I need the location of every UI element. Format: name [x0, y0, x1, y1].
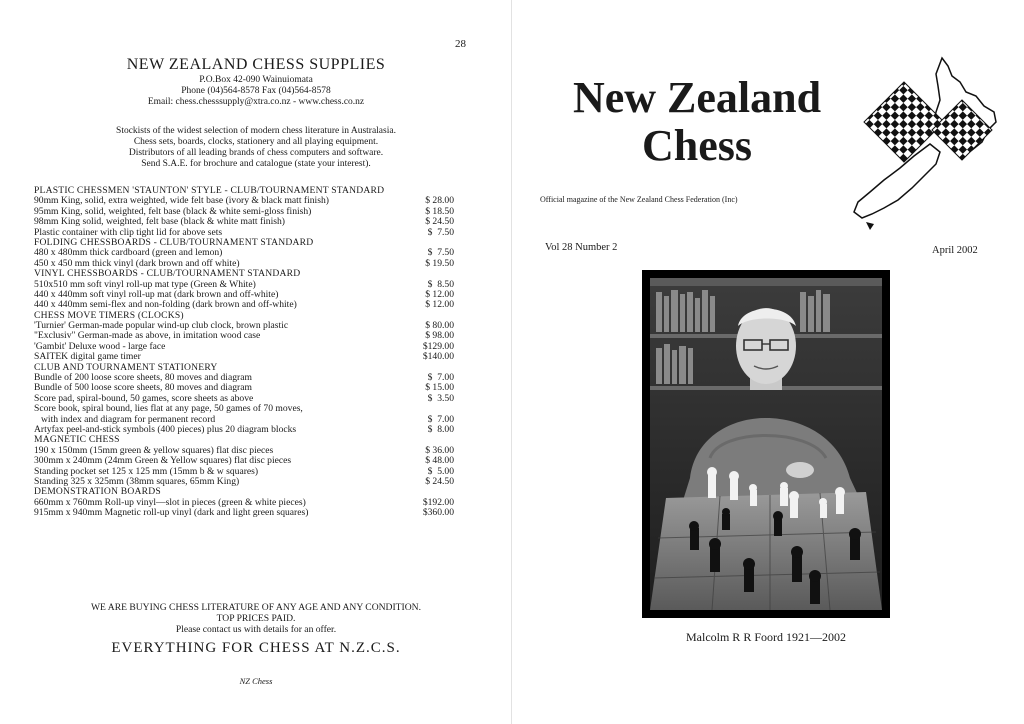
price-list-item — [34, 383, 454, 393]
item-description: 190 x 150mm (15mm green & yellow squares) flat disc pieces — [34, 445, 274, 456]
item-price: $ 36.00 — [425, 444, 454, 456]
item-description: 915mm x 940mm Magnetic roll-up vinyl (dark and light green squares) — [34, 508, 309, 519]
item-description: Standing 325 x 325mm (38mm squares, 65mm King) — [34, 476, 240, 487]
item-description: 'Turnier' German-made popular wind-up club clock, brown plastic — [34, 321, 289, 332]
price-section-heading — [34, 363, 454, 373]
item-description: 'Gambit' Deluxe wood - large face — [34, 341, 166, 352]
item-price: $360.00 — [422, 507, 454, 519]
item-description: 440 x 440mm semi-flex and non-folding (dark brown and off-white) — [34, 300, 297, 311]
contact-block — [0, 75, 512, 108]
buying-notice — [0, 602, 512, 635]
item-price: $ 48.00 — [425, 455, 454, 467]
price-list-item — [34, 290, 454, 300]
page-number: 28 — [455, 38, 466, 50]
shop-title: NEW ZEALAND CHESS SUPPLIES — [126, 56, 386, 73]
item-description: PLASTIC CHESSMEN 'STAUNTON' STYLE - CLUB/TOURNAMENT STANDARD — [34, 186, 385, 196]
price-list-item — [34, 342, 454, 352]
buying-line: WE ARE BUYING CHESS LITERATURE OF ANY AGE AND ANY CONDITION. — [90, 602, 421, 613]
item-description: with index and diagram for permanent record — [41, 414, 216, 425]
item-description: MAGNETIC CHESS — [34, 435, 120, 446]
price-list-item — [34, 373, 454, 383]
price-list-item — [34, 217, 454, 227]
price-list-item — [34, 228, 454, 238]
item-price: $ 24.50 — [425, 475, 454, 487]
title-line: Chess — [641, 121, 753, 170]
price-list-item — [34, 300, 454, 310]
price-list-item — [34, 404, 454, 414]
item-description: 98mm King solid, weighted, felt base (black & white matt finish) — [34, 217, 285, 228]
item-description: 440 x 440mm soft vinyl roll-up mat (dark brown and off-white) — [34, 289, 279, 300]
price-section-heading — [34, 238, 454, 248]
item-description: 300mm x 240mm (24mm Green & Yellow squares) flat disc pieces — [34, 456, 292, 467]
intro-line: Send S.A.E. for brochure and catalogue (state your interest). — [141, 159, 371, 169]
price-list-item — [34, 498, 454, 508]
cover-page — [512, 0, 1024, 724]
item-price: $ 15.00 — [425, 382, 454, 394]
item-description: 660mm x 760mm Roll-up vinyl—slot in pieces (green & white pieces) — [34, 497, 306, 508]
item-price: $192.00 — [422, 496, 454, 508]
price-list-item — [34, 477, 454, 487]
item-description: 90mm King, solid, extra weighted, wide felt base (ivory & black matt finish) — [34, 196, 329, 207]
item-description: 450 x 450 mm thick vinyl (dark brown and off white) — [34, 258, 240, 269]
item-price: $ 80.00 — [425, 320, 454, 332]
price-list — [34, 186, 454, 519]
item-price: $ 8.50 — [427, 278, 454, 290]
price-list-item — [34, 280, 454, 290]
item-price — [410, 269, 454, 279]
item-price: $ 12.00 — [425, 288, 454, 300]
item-price: $ 5.00 — [427, 465, 454, 477]
price-list-item — [34, 394, 454, 404]
price-list-item — [34, 456, 454, 466]
item-description: VINYL CHESSBOARDS - CLUB/TOURNAMENT STANDARD — [34, 269, 301, 280]
item-price: $ 7.50 — [427, 247, 454, 259]
volume-number: Vol 28 Number 2 — [545, 242, 618, 253]
item-description: CHESS MOVE TIMERS (CLOCKS) — [34, 310, 184, 321]
price-list-item — [34, 352, 454, 362]
item-description: 510x510 mm soft vinyl roll-up mat type (Green & White) — [34, 279, 256, 290]
price-list-item — [34, 415, 454, 425]
price-list-item — [34, 467, 454, 477]
item-price: $ 3.50 — [427, 392, 454, 404]
price-list-item — [34, 321, 454, 331]
item-price: $ 7.00 — [427, 413, 454, 425]
price-section-heading — [34, 186, 454, 196]
price-section-heading — [34, 311, 454, 321]
item-price: $ 18.50 — [425, 205, 454, 217]
item-price: $129.00 — [422, 340, 454, 352]
price-section-heading — [34, 269, 454, 279]
item-price: $ 7.00 — [427, 372, 454, 384]
price-list-item — [34, 196, 454, 206]
item-description: Bundle of 200 loose score sheets, 80 moves and diagram — [34, 373, 252, 384]
item-description: FOLDING CHESSBOARDS - CLUB/TOURNAMENT STANDARD — [34, 237, 314, 248]
magazine-title — [532, 74, 862, 170]
slogan: EVERYTHING FOR CHESS AT N.Z.C.S. — [111, 640, 401, 656]
price-section-heading — [34, 487, 454, 497]
price-list-item — [34, 446, 454, 456]
item-price: $ 19.50 — [425, 257, 454, 269]
price-list-item — [34, 508, 454, 518]
item-description: DEMONSTRATION BOARDS — [34, 487, 161, 498]
price-list-item — [34, 331, 454, 341]
item-price: $ 8.00 — [427, 423, 454, 435]
intro-line: Chess sets, boards, clocks, stationery and all playing equipment. — [133, 137, 379, 147]
buying-line: TOP PRICES PAID. — [216, 613, 296, 624]
item-price: $ 24.50 — [425, 216, 454, 228]
item-description: SAITEK digital game timer — [34, 352, 141, 363]
item-description: 95mm King, solid, weighted, felt base (black & white semi-gloss finish) — [34, 206, 312, 217]
item-description: Artyfax peel-and-stick symbols (400 pieces) plus 20 diagram blocks — [34, 424, 297, 435]
price-list-item — [34, 248, 454, 258]
item-price: $140.00 — [422, 351, 454, 363]
price-list-item — [34, 425, 454, 435]
page-footer: NZ Chess — [239, 676, 273, 686]
intro-block — [0, 126, 512, 170]
price-section-heading — [34, 435, 454, 445]
buying-line: Please contact us with details for an offer. — [175, 624, 337, 635]
photo-caption: Malcolm R R Foord 1921—2002 — [685, 630, 846, 644]
title-line: New Zealand — [572, 73, 822, 122]
magazine-subtitle: Official magazine of the New Zealand Chess Federation (Inc) — [540, 195, 738, 204]
item-description: Score pad, spiral-bound, 50 games, score sheets as above — [34, 393, 254, 404]
intro-line: Distributors of all leading brands of chess computers and software. — [128, 148, 384, 158]
price-list-item — [34, 259, 454, 269]
intro-line: Stockists of the widest selection of modern chess literature in Australasia. — [116, 126, 396, 136]
cover-photo-frame — [642, 270, 890, 618]
item-price: $ 98.00 — [425, 330, 454, 342]
item-description: CLUB AND TOURNAMENT STATIONERY — [34, 362, 218, 373]
item-description: Score book, spiral bound, lies flat at any page, 50 games of 70 moves, — [34, 404, 303, 415]
price-list-item — [34, 207, 454, 217]
item-price: $ 12.00 — [425, 299, 454, 311]
portrait-photo — [650, 278, 882, 610]
item-price: $ 7.50 — [427, 226, 454, 238]
item-description: Standing pocket set 125 x 125 mm (15mm b & w squares) — [34, 466, 259, 477]
cover-photo — [650, 278, 882, 610]
contact-line: Phone (04)564-8578 Fax (04)564-8578 — [181, 86, 331, 96]
item-description: 480 x 480mm thick cardboard (green and lemon) — [34, 248, 223, 259]
contact-line: Email: chess.chesssupply@xtra.co.nz - www.chess.co.nz — [147, 97, 365, 107]
contact-line: P.O.Box 42-090 Wainuiomata — [199, 75, 313, 85]
item-description: Bundle of 500 loose score sheets, 80 moves and diagram — [34, 383, 252, 394]
nz-map-chessboard-icon — [844, 52, 1004, 232]
item-description: "Exclusiv" German-made as above, in imitation wood case — [34, 331, 261, 342]
item-description: Plastic container with clip tight lid for above sets — [34, 227, 223, 238]
issue-date: April 2002 — [932, 245, 978, 256]
item-price: $ 28.00 — [425, 195, 454, 207]
